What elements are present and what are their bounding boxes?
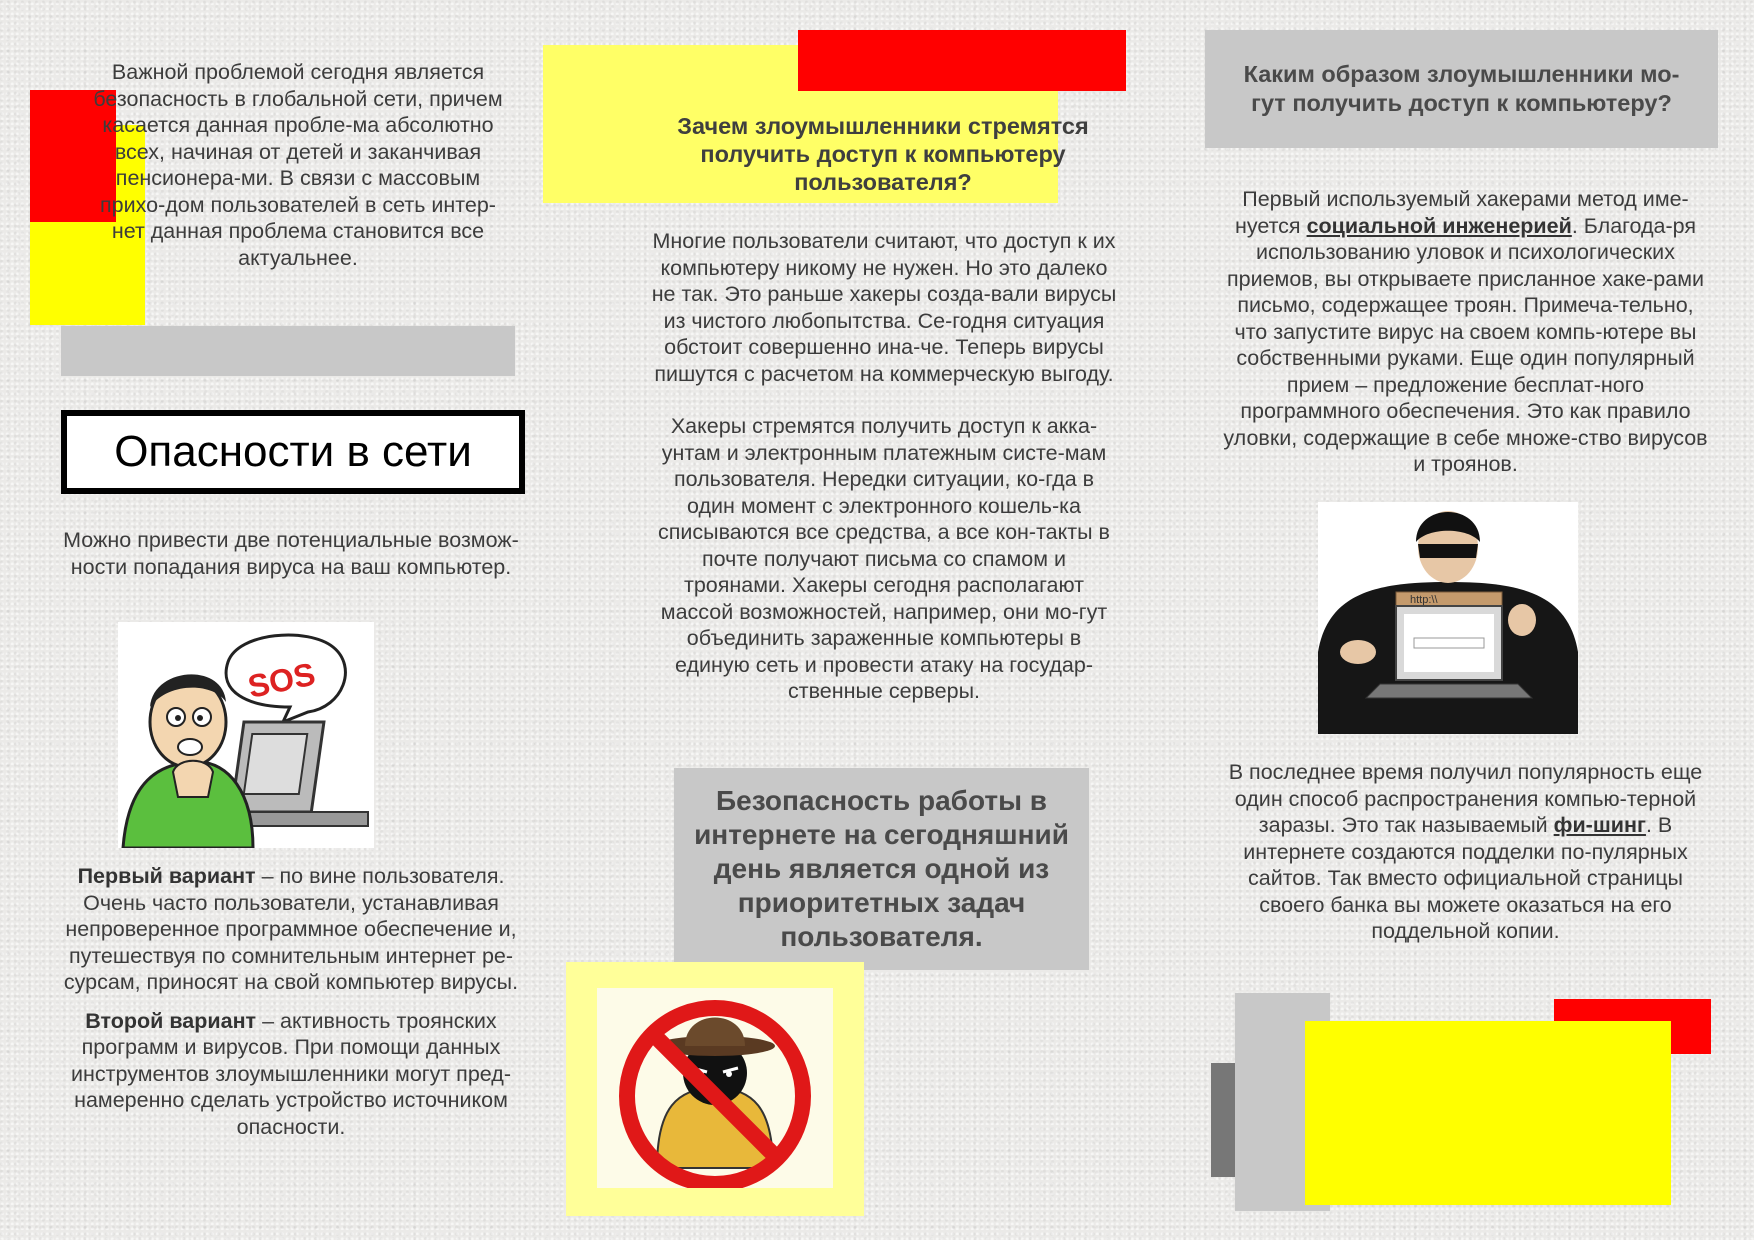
variant2 bbox=[44, 1008, 538, 1141]
right-heading-box bbox=[1205, 30, 1718, 148]
callout-text: Безопасность работы в интернете на сегодняшний день является одной из приоритетных задач пользователя. bbox=[694, 785, 1069, 952]
variant2-text: – активность троянских программ и вирусов. При помощи данных инструментов злоумышленники могут пред-намеренно сделать устройство источником опасности. bbox=[71, 1008, 511, 1139]
variant-text-block bbox=[44, 863, 538, 1152]
variant1-text: – по вине пользователя. Очень часто пользователи, устанавливая непроверенное программное обеспечение и, путешествуя по сомнительным интернет ре-сурсам, приносят на свой компьютер вирусы. bbox=[63, 864, 519, 994]
variant2-bold: Второй вариант bbox=[85, 1008, 257, 1033]
http-label: http:\\ bbox=[1410, 594, 1438, 606]
social-engineering-term: социальной инженерией bbox=[1306, 213, 1572, 238]
page-title-box bbox=[61, 410, 525, 494]
middle-text-block bbox=[650, 228, 1118, 717]
sos-bubble-text: SOS bbox=[244, 655, 319, 705]
middle-para2: Хакеры стремятся получить доступ к акка-унтам и электронным платежным систе-мам пользователя. Нередки ситуации, ко-гда в один момент с электронного кошель-ка списываются все средства, а все кон-такты в почте получают письма со спамом и троянами. Хакеры сегодня располагают массой возможностей, например, они мо-гут объединить зараженные компьютеры в единую сеть и провести атаку на государ-ственные серверы. bbox=[658, 414, 1110, 703]
hacker-prohibited-illustration bbox=[597, 988, 833, 1188]
decor-red-header-block bbox=[798, 30, 1126, 91]
phishing-term: фи-шинг bbox=[1553, 813, 1646, 837]
variant1-bold: Первый вариант bbox=[77, 864, 256, 888]
right-para1: Первый используемый хакерами метод име-нуется социальной инженерией. Благода-ря использованию уловок и психологических приемов, вы открываете присланное хаке-рами письмо, содержащее троян. Примеча-тельно, что запустите вирус на своем компь-ютере вы собственными руками. Еще один популярный прием – предложение бесплат-ного программного обеспечения. Это как правило уловки, содержащие в себе множе-ство вирусов и троянов. bbox=[1223, 187, 1708, 476]
middle-para1: Многие пользователи считают, что доступ к их компьютеру никому не нужен. Но это далеко не так. Это раньше хакеры созда-вали вирусы из чистого любопытства. Се-годня ситуация обстоит совершенно ина-че. Теперь вирусы пишутся с расчетом на коммерческую выгоду. bbox=[651, 229, 1117, 386]
callout-box bbox=[674, 768, 1089, 970]
masked-hacker-illustration bbox=[1318, 502, 1578, 734]
right-heading: Каким образом злоумышленники мо-гут получить доступ к компьютеру? bbox=[1243, 61, 1680, 116]
subtitle-text: Можно привести две потенциальные возмож-ности попадания вируса на ваш компьютер. bbox=[63, 528, 519, 579]
decor-yellow-block-right bbox=[1305, 1021, 1671, 1205]
page-title: Опасности в сети bbox=[114, 427, 472, 476]
middle-heading: Зачем злоумышленники стремятся получить доступ к компьютеру пользователя? bbox=[677, 113, 1089, 195]
sos-illustration bbox=[118, 622, 374, 848]
right-para2: В последнее время получил популярность еще один способ распространения компью-терной заразы. Это так называемый фи-шинг. В интернете создаются подделки по-пулярных сайтов. Так вместо официальной страницы своего банка вы можете оказаться на его поддельной копии. bbox=[1228, 760, 1703, 943]
decor-gray-bar-left bbox=[61, 326, 515, 376]
intro-text: Важной проблемой сегодня является безопасность в глобальной сети, причем касается данная пробле-ма абсолютно всех, начиная от детей и заканчивая пенсионера-ми. В связи с массовым прихо-дом пользователей в сеть интер-нет данная проблема становится все актуальнее. bbox=[93, 60, 503, 270]
variant1 bbox=[44, 863, 538, 996]
